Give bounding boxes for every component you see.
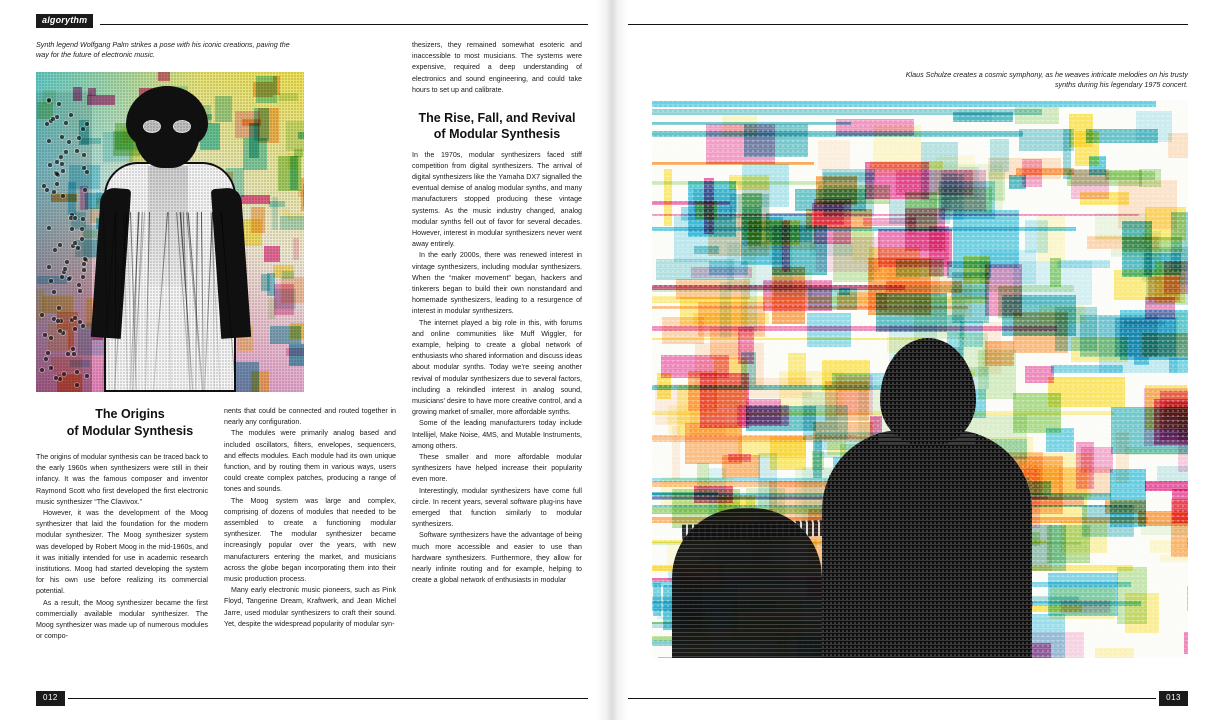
- paragraph: In the early 2000s, there was renewed interest in vintage synthesizers, including modular synthesizers. When the “maker movement” began, hackers and tinkerers began to build their own nonstandard and homemade synthesizers, leading to a resurgence of interest in modular synthesizers.: [412, 251, 582, 316]
- folio-rule-right: [628, 698, 1156, 699]
- masthead-logo: algorythm: [36, 14, 93, 28]
- scanline-overlay-right: [652, 100, 1188, 658]
- paragraph: thesizers, they remained somewhat esoteric and inaccessible to most musicians. The systems were expensive, required a deep understanding of electronics and sound engineering, and could take hours to set up and calibrate.: [412, 41, 582, 94]
- paragraph: Some of the leading manufacturers today include Intellijel, Make Noise, 4MS, and Mutable Instruments, among others.: [412, 419, 582, 450]
- paragraph: Software synthesizers have the advantage of being much more accessible and easier to use than hardware synthesizers. Furthermore, they allow for nearly infinite routing and for example, helping to create a global network of enthusiasts in modular: [412, 531, 582, 585]
- headline-line-2: of Modular Synthesis: [66, 423, 194, 438]
- photo-wolfgang-palm: [36, 72, 304, 392]
- paragraph: These smaller and more affordable modular synthesizers have helped increase their popularity even more.: [412, 453, 582, 484]
- paragraph: In the 1970s, modular synthesizers faced stiff competition from digital synthesizers. The arrival of digital synthesizers like the Yamaha DX7 signalled the eventual demise of analog modular synths, and many manufacturers stopped producing these vintage systems. As the music industry changed, analog modular synths fell out of favor for several decades. However, interest in modular synthesizers never went away entirely.: [412, 150, 582, 249]
- photo-caption-right: Klaus Schulze creates a cosmic symphony, as he weaves intricate melodies on his trusty synths during his legendary 1975 concert.: [905, 70, 1188, 90]
- paragraph: The origins of modular synthesis can be traced back to the early 1960s when synthesizers were still in their infancy. It was the famous composer and inventor Raymond Scott who first developed the first electronic music synthesizer “The Clavivox.”: [36, 453, 208, 506]
- paragraph: The modules were primarily analog based and included oscillators, filters, envelopes, sequencers, and effects modules. Each module had its own unique function, and by routing them in various ways, users could create complex patches, producing a range of tones and sounds.: [224, 429, 396, 494]
- headline-line-1: The Origins: [95, 407, 165, 421]
- paragraph: The internet played a big role in this, with forums and online communities like Muff Wiggler, for example, helping to create a global network of enthusiasts who shared information and discuss ideas about modular synths. Today we’re seeing another revival of modular synthesizers due to several factors, including a rekindled interest in analog sound, musicians’ desire to have more creative control, and a growing market of smaller, more affordable synths.: [412, 318, 582, 417]
- folio-right: 013: [1159, 691, 1188, 706]
- paragraph: As a result, the Moog synthesizer became the first commercially available modular synthesizer. The Moog synthesizer was made up of numerous modules or compo-: [36, 598, 208, 641]
- header-rule-right: [628, 24, 1188, 25]
- body-column-1: [36, 452, 208, 642]
- folio-rule-left: [68, 698, 588, 699]
- subhead-line-2: of Modular Synthesis: [433, 127, 561, 142]
- paragraph: nents that could be connected and routed together in nearly any configuration.: [224, 407, 396, 427]
- subhead-line-1: The Rise, Fall, and Revival: [418, 111, 576, 126]
- body-column-2: [224, 406, 396, 630]
- photo-klaus-schulze: [652, 100, 1188, 658]
- halftone-overlay-left: [36, 72, 304, 392]
- paragraph: Many early electronic music pioneers, such as Pink Floyd, Tangerine Dream, Kraftwerk, and Jean Michel Jarre, used modular synthesizers to craft their sound. Yet, despite the widespread popularity of modular syn-: [224, 586, 396, 628]
- paragraph: However, it was the development of the Moog synthesizer that laid the foundation for the modern modular synthesizer. The Moog synthesizer system was developed by Robert Moog in the mid-1960s, and it was initially intended for use in academic research institutions. Moog had started developing the system for his own use before realizing its commercial potential.: [36, 509, 208, 596]
- running-head-left: [36, 14, 93, 28]
- body-column-3: [412, 40, 582, 586]
- page-right: [612, 0, 1224, 720]
- article-headline: [36, 406, 224, 440]
- paragraph: The Moog system was large and complex, comprising of dozens of modules that needed to be assembled to create a functioning modular synthesizer. The modular synthesizer became increasingly popular over the years, with new manufacturers entering the market, and musicians across the globe began incorporating them into their music production process.: [224, 496, 396, 584]
- photo-caption-left: Synth legend Wolfgang Palm strikes a pose with his iconic creations, paving the way for the future of electronic music.: [36, 40, 290, 60]
- folio-left: 012: [36, 691, 65, 706]
- section-subhead: [412, 110, 582, 143]
- header-rule-left: [100, 24, 588, 25]
- paragraph: Interestingly, modular synthesizers have come full circle. In recent years, several software plug-ins have emerged that function similarly to modular synthesizers.: [412, 486, 582, 529]
